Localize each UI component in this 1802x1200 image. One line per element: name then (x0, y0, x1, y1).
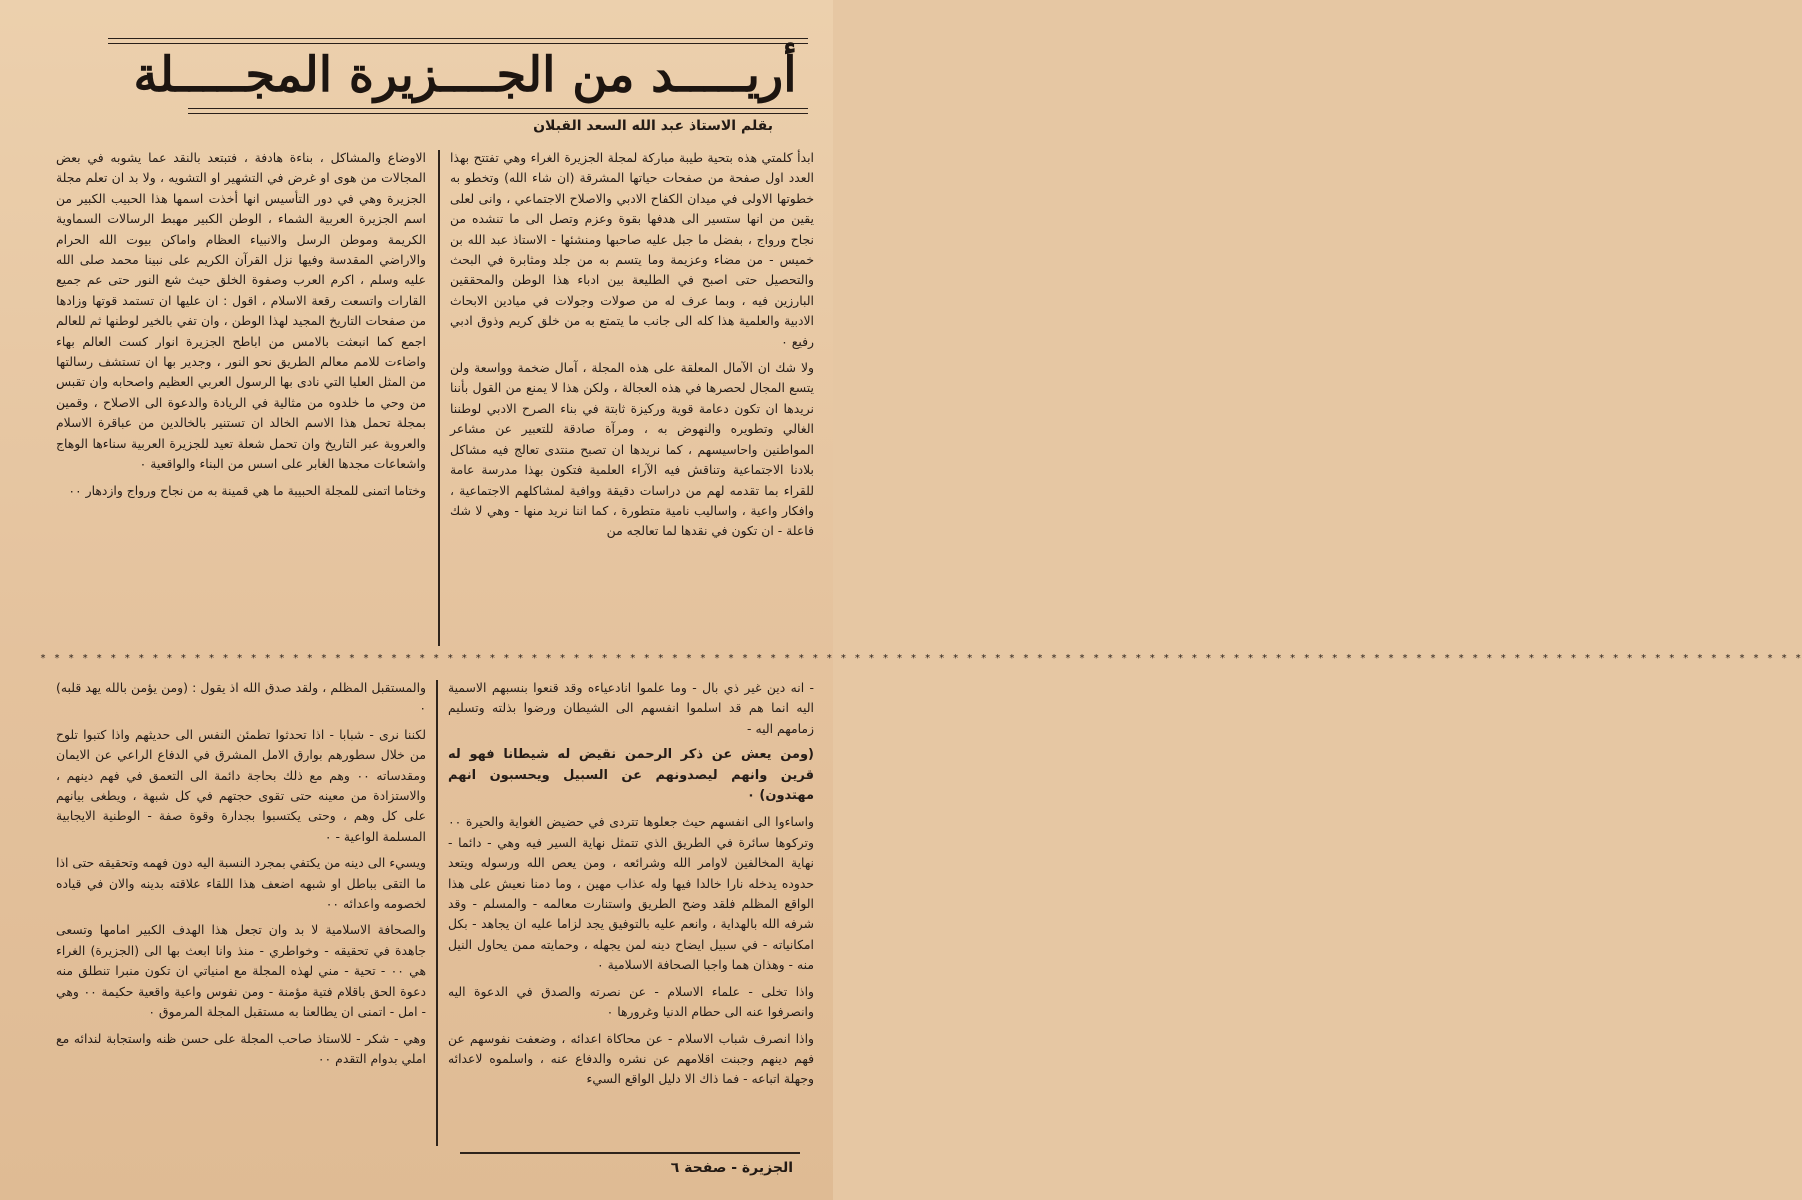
paragraph: وختاما اتمنى للمجلة الحبيبة ما هي قمينة به من نجاح ورواج وازدهار ٠٠ (68, 482, 426, 498)
paragraph: ولا شك ان الآمال المعلقة على هذه المجلة ، آمال ضخمة وواسعة ولن يتسع المجال لحصرها في هذه العجالة ، ولكن هذا لا يمنع من القول بأننا نريدها ان تكون دعامة قوية وركيزة ثابتة في بناء الصرح الادبي لوطننا الغالي وتطويره والنهوض به ، ومرآة صادقة للتعبير عن مشاعر المواطنين واحاسيسهم ، كما نريدها ان تصبح منتدى تعالج فيه مشاكل بلادنا الاجتماعية وتناقش فيه الآراء العلمية فتكون بهذا مدرسة عامة للقراء بما تقدمه لهم من دراسات دقيقة ووافية لمشاكلهم الاجتماعية ، وافكار واعية ، واساليب نامية متطورة ، كما اننا نريد منها - وهي لا شك فاعلة - ان تكون في نقدها لما تعالجه من (450, 360, 814, 539)
column-rule (436, 680, 438, 1146)
paragraph: ويسيء الى دينه من يكتفي بمجرد النسبة اليه دون فهمه وتحقيقه حتى اذا ما التقى بباطل او شبهه اضعف هذا اللقاء علاقته بدينه والان في قياده لخصومه واعدائه ٠٠ (56, 855, 426, 912)
quran-verse: (ومن يعش عن ذكر الرحمن نقيض له شيطانا فهو له قرين وانهم ليصدونهم عن السبيل ويحسبون انهم مهتدون) ٠ (448, 747, 814, 804)
column-rule (438, 150, 440, 646)
author-byline: بقلم الاستاذ عبد الله السعد القبلان (533, 118, 773, 134)
page-title: أريـــــد من الجــــزيرة المجـــــلة (133, 47, 797, 103)
paragraph: واذا تخلى - علماء الاسلام - عن نصرته والصدق في الدعوة اليه وانصرفوا عنه الى حطام الدنيا وغرورها ٠ (448, 983, 814, 1020)
section-divider: * * * * * * * * * * * * * * * * * * * * * * * * * * * * * * * * * * * * * * * * * * * * * * * * * * * * * * * * * * * * * * * * * * * * * * * * * * * * * * * * * * * * * * * * * * * * * * * * * * * * * * * * * * * * * * * * * * * * * * * * * * * * * * (40, 653, 1802, 664)
paragraph: ابدأ كلمتي هذه بتحية طيبة مباركة لمجلة الجزيرة الغراء وهي تفتتح بهذا العدد اول صفحة من صفحات حياتها المشرقة (ان شاء الله) وتخطو به خطوتها الاولى في ميدان الكفاح الادبي والاصلاح الاجتماعي ، وانى لعلى يقين من انها ستسير الى هدفها بقوة وعزم وتصل الى ما تنشده من نجاح ورواج ، بفضل ما جبل عليه صاحبها ومنشئها - الاستاذ عبد الله بن خميس - من مضاء وعزيمة وما يتسم به من جلد ومثابرة في البحث والتحصيل حتى اصبح في الطليعة بين ادباء هذا الوطن والمحققين البارزين فيه ، وبما عرف له من صولات وجولات في ميادين الابحاث الادبية والعلمية هذا كله الى جانب ما يتمتع به من خلق كريم وذوق ادبي رفيع ٠ (450, 150, 814, 349)
top-left-column (56, 148, 426, 648)
paragraph: الاوضاع والمشاكل ، بناءة هادفة ، فتبتعد بالنقد عما يشوبه في بعض المجالات من هوى او غرض في التشهير او التشويه ، ولا بد ان تعلم مجلة الجزيرة وهي في دور التأسيس انها أخذت اسمها هذا الحبيب الكبير من اسم الجزيرة العربية الشماء ، الوطن الكبير مهبط الرسالات السماوية الكريمة وموطن الرسل والانبياء العظام واماكن بيوت الله الحرام والاراضي المقدسة وفيها نزل القرآن الكريم على نبينا محمد صلى الله عليه وسلم ، اكرم العرب وصفوة الخلق حيث شع النور حتى عم جميع القارات واتسعت رقعة الاسلام ، اقول : ان عليها ان تستمد قوتها وزادها من صفحات التاريخ المجيد لهذا الوطن ، وان تفي بالخير لوطنها ثم للعالم اجمع كما انبعثت بالامس من اباطح الجزيرة انوار كست العالم بهاء واضاءت للامم معالم الطريق نحو النور ، وجدير بها ان تستشف رسالتها من المثل العليا التي نادى بها الرسول العربي العظيم واصحابه وان تقبس من وحي ما خلدوه من مثالية في الريادة والدعوة الى الاصلاح ، وقمين بمجلة تحمل هذا الاسم الخالد ان تستنير بالخالدين من عباقرة الاسلام والعروبة عبر التاريخ وان تحمل شعلة تعيد للجزيرة العربية سناءها الوهاج واشعاعات مجدها الغابر على اسس من البناء والواقعية ٠ (56, 150, 426, 472)
page-footer: الجزيرة - صفحة ٦ (670, 1160, 793, 1176)
paragraph: واذا انصرف شباب الاسلام - عن محاكاة اعدائه ، وضعفت نفوسهم عن فهم دينهم وجبنت اقلامهم عن نشره والدفاع عنه ، واسلموه لاعدائه وجهلة اتباعه - فما ذاك الا دليل الواقع السيء (448, 1030, 814, 1087)
paragraph: واساءوا الى انفسهم حيث جعلوها تتردى في حضيض الغواية والحيرة ٠٠ وتركوها سائرة في الطريق الذي تتمثل نهاية السير فيه وهي - دائما - نهاية المخالفين لاوامر الله وشرائعه ، ومن يعص الله ورسوله ويتعد حدوده يدخله نارا خالدا فيها وله عذاب مهين ، وما دمنا نعيش على هذا الواقع المظلم فلقد وضح الطريق واستنارت معالمه - والمسلم - وقد شرفه الله بالهداية ، وانعم عليه بالتوفيق يجد لزاما عليه ان يجاهد - بكل امكانياته - في سبيل ايضاح دينه لمن يجهله ، وحمايته ممن يحاول النيل منه - وهذان هما واجبا الصحافة الاسلامية ٠ (448, 814, 814, 973)
paragraph: والصحافة الاسلامية لا بد وان تجعل هذا الهدف الكبير امامها وتسعى جاهدة في تحقيقه - وخواطري - منذ وانا ابعث بها الى (الجزيرة) الغراء هي ٠٠ - تحية - مني لهذه المجلة مع امنياتي ان تكون منبرا تنطلق منه دعوة الحق باقلام فتية مؤمنة - ومن نفوس واعية واقعية حكيمة ٠٠ وهي - امل - اتمنى ان يطالعنا به مستقبل المجلة المرموق ٠ (56, 922, 426, 1020)
paragraph: وهي - شكر - للاستاذ صاحب المجلة على حسن ظنه واستجابة لندائه مع املي بدوام التقدم ٠٠ (56, 1030, 426, 1066)
title-bottom-rule (188, 108, 808, 114)
footer-rule (460, 1152, 800, 1154)
bottom-left-column (56, 678, 426, 1148)
top-right-column (450, 148, 814, 648)
bottom-right-column (448, 678, 814, 1148)
paragraph: والمستقبل المظلم ، ولقد صدق الله اذ يقول : (ومن يؤمن بالله يهد قلبه) ٠ (56, 680, 426, 716)
paragraph: - انه دين غير ذي بال - وما علموا انادعياءه وقد قنعوا بنسبهم الاسمية اليه انما هم قد اسلموا انفسهم الى الشيطان ورضوا بذلته وتسليم زمامهم اليه - (448, 680, 814, 736)
paragraph: لكننا نرى - شبابا - اذا تحدثوا تطمئن النفس الى حديثهم واذا كتبوا تلوح من خلال سطورهم بوارق الامل المشرق في الدفاع الراعي عن الايمان ومقدساته ٠٠ وهم مع ذلك بحاجة دائمة الى التعمق في فهم دينهم ، والاستزادة من معينه حتى تقوى حجتهم في كل شبهة ، ويطغى بيانهم على كل وهم ، وحتى يكتسبوا بجدارة وقوة صفة - الوطنية الايجابية المسلمة الواعية - ٠ (56, 726, 426, 844)
